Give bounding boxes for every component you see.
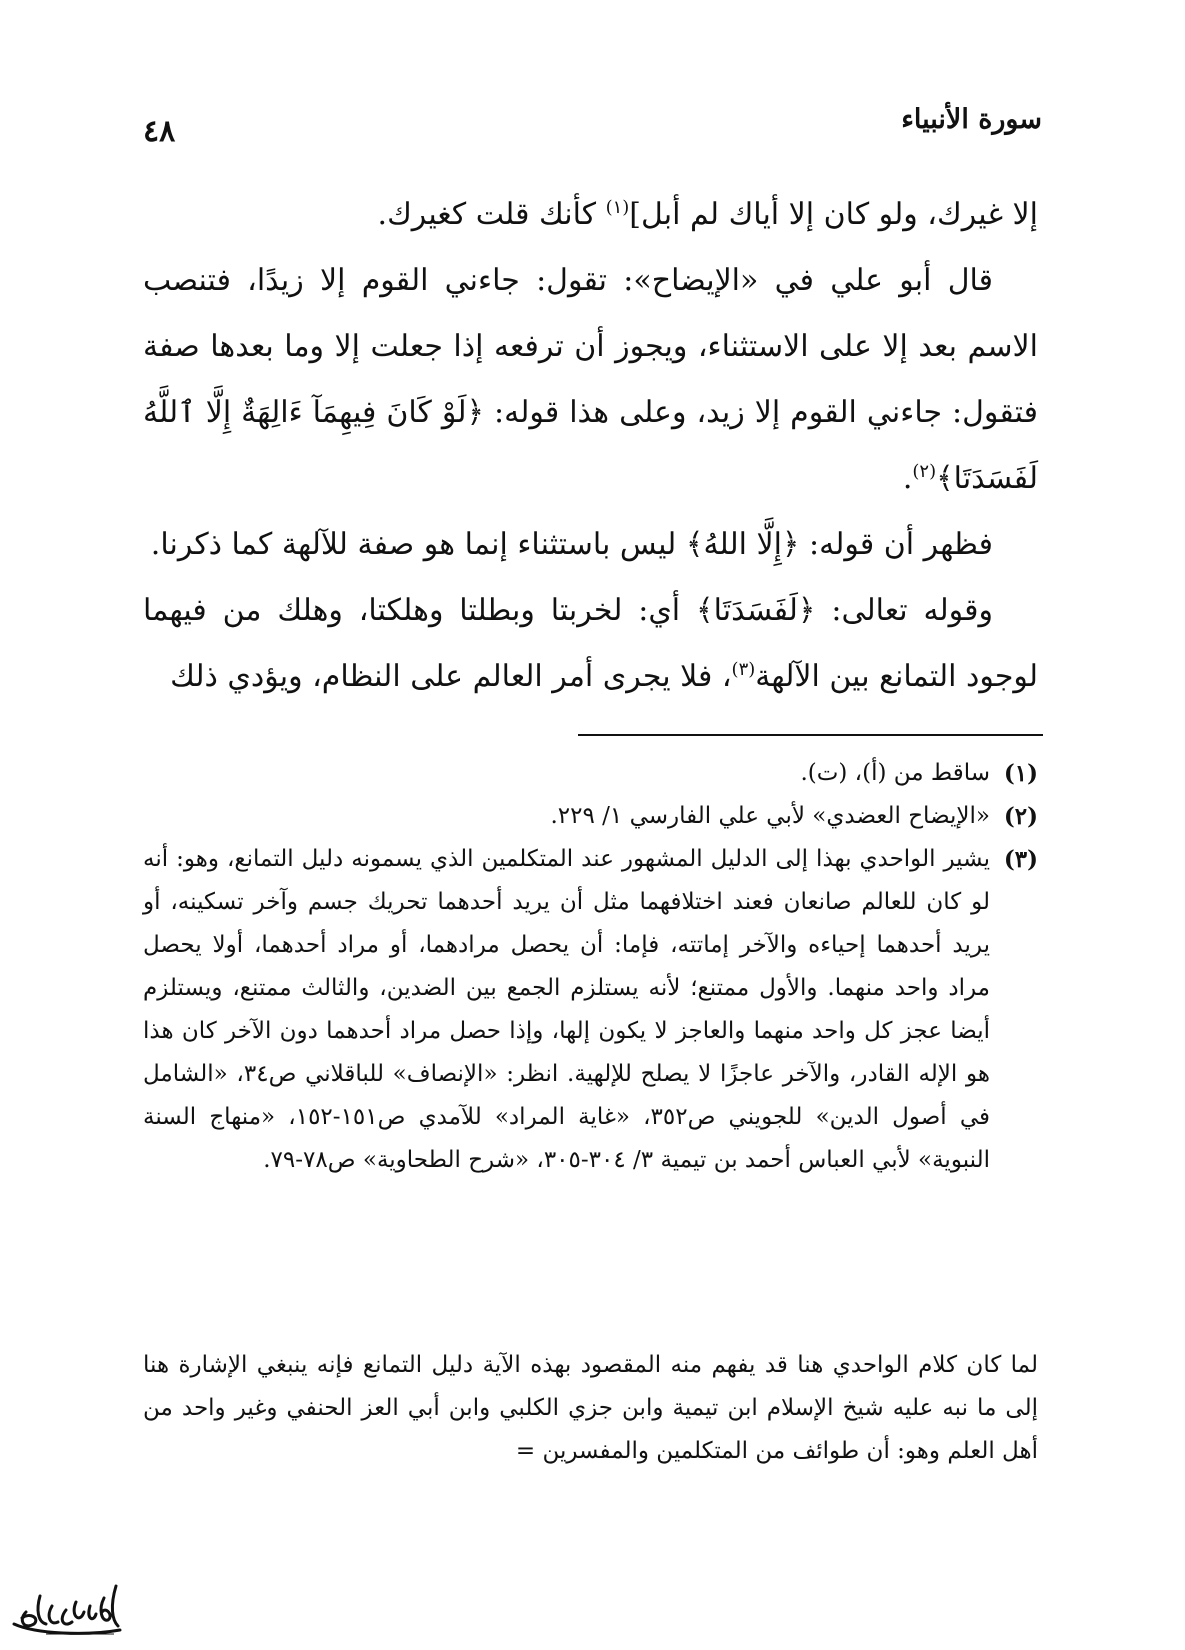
- page-number: ٤٨: [143, 114, 176, 149]
- footnote-text: ساقط من (أ)، (ت).: [800, 760, 990, 786]
- text-run: فظهر أن قوله:: [799, 527, 993, 562]
- footnote-number: (٣): [1003, 846, 1038, 873]
- text-run: إلا غيرك، ولو كان إلا أياك لم أبل]: [629, 197, 1038, 232]
- footnote-ref-3: (٣): [731, 659, 756, 680]
- text-run: وقوله تعالى:: [815, 593, 994, 628]
- text-run: ليس باستثناء إنما هو صفة للآلهة كما ذكرنا.: [150, 527, 686, 562]
- publisher-logo: [6, 1576, 126, 1640]
- footnote-1: [143, 752, 1038, 795]
- text-run: أي: لخربتا وبطلتا وهلكتا، وهلك من فيهما لوجود التمانع بين الآلهة: [143, 593, 1038, 694]
- quran-verse: ﴿لَفَسَدَتَا﴾: [696, 593, 816, 628]
- footnote-text: «الإيضاح العضدي» لأبي علي الفارسي ١/ ٢٢٩.: [550, 803, 990, 829]
- footnote-ref-1: (١): [605, 197, 630, 218]
- footnote-continuation: لما كان كلام الواحدي هنا قد يفهم منه المقصود بهذه الآية دليل التمانع فإنه ينبغي الإشارة هنا إلى ما نبه عليه شيخ الإسلام ابن تيمية وابن جزي الكلبي وابن أبي العز الحنفي وغير واحد من أهل العلم وهو: أن طوائف من المتكلمين والمفسرين =: [143, 1352, 1038, 1464]
- text-run: كأنك قلت كغيرك.: [377, 197, 606, 232]
- text-run: قال أبو علي في «الإيضاح»: تقول: جاءني القوم إلا زيدًا، فتنصب الاسم بعد إلا على الاستثناء، ويجوز أن ترفعه إذا جعلت إلا وما بعدها صفة فتقول: جاءني القوم إلا زيد، وعلى هذا قوله:: [143, 263, 1038, 430]
- footnote-3: [143, 838, 1038, 1182]
- page-header: [143, 104, 1042, 148]
- paragraph-1: [143, 182, 1038, 248]
- footnote-text: يشير الواحدي بهذا إلى الدليل المشهور عند المتكلمين الذي يسمونه دليل التمانع، وهو: أنه لو كان للعالم صانعان فعند اختلافهما مثل أن يريد أحدهما تحريك جسم وآخر تسكينه، أو يريد أحدهما إحياءه والآخر إماتته، فإما: أن يحصل مرادهما، أو مراد أحدهما، أولا يحصل مراد واحد منهما. والأول ممتنع؛ لأنه يستلزم الجمع بين الضدين، والثالث ممتنع، ويستلزم أيضا عجز كل واحد منهما والعاجز لا يكون إلها، وإذا حصل مراد أحدهما دون الآخر كان هذا هو الإله القادر، والآخر عاجزًا لا يصلح للإلهية. انظر: «الإنصاف» للباقلاني ص٣٤، «الشامل في أصول الدين» للجويني ص٣٥٢، «غاية المراد» للآمدي ص١٥١-١٥٢، «منهاج السنة النبوية» لأبي العباس أحمد بن تيمية ٣/ ٣٠٤-٣٠٥، «شرح الطحاوية» ص٧٨-٧٩.: [143, 846, 991, 1173]
- footnote-ref-2: (٢): [912, 461, 937, 482]
- footnote-number: (٢): [1003, 803, 1038, 830]
- main-text: [143, 182, 1038, 710]
- text-run: ، فلا يجرى أمر العالم على النظام، ويؤدي ذلك: [170, 659, 732, 694]
- surah-title: سورة الأنبياء: [901, 104, 1042, 135]
- footnote-2: [143, 795, 1038, 838]
- footnotes: [143, 752, 1038, 1182]
- text-run: .: [902, 461, 913, 496]
- footnote-number: (١): [1003, 760, 1038, 787]
- paragraph-3: [143, 512, 1038, 578]
- paragraph-2: [143, 248, 1038, 512]
- quran-verse: ﴿لَوْ كَانَ فِيهِمَآ ءَالِهَةٌ إِلَّا ٱللَّهُ لَفَسَدَتَا﴾: [143, 395, 1038, 496]
- quran-verse: ﴿إِلَّا اللهُ﴾: [685, 527, 800, 562]
- paragraph-4: [143, 578, 1038, 710]
- footnote-divider: [578, 734, 1043, 736]
